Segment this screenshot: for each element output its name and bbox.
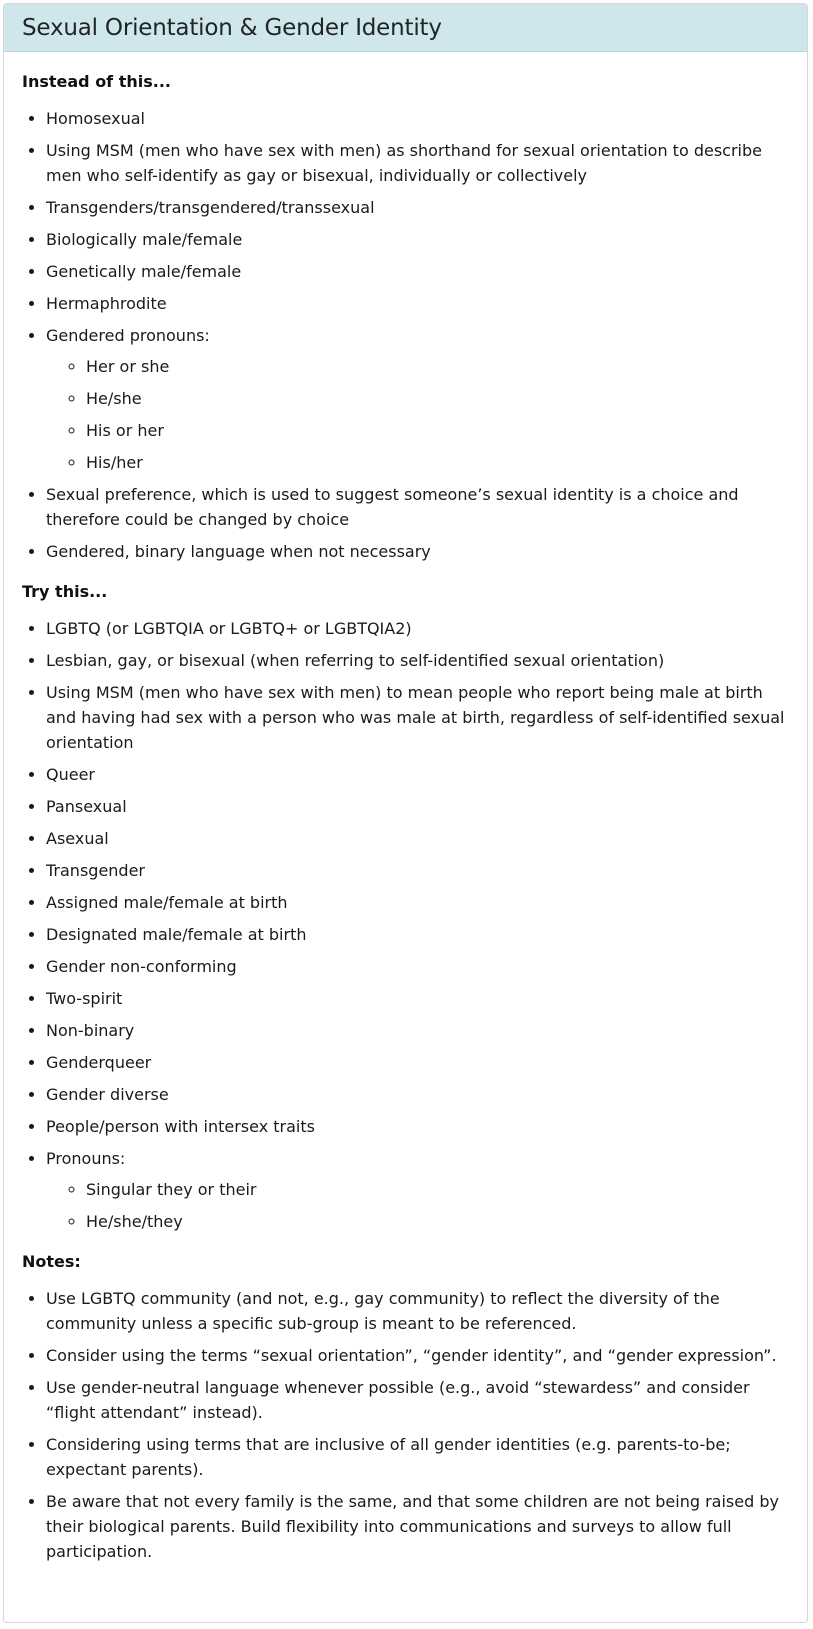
list-item: • Two-spirit xyxy=(46,986,789,1011)
list-item: • Queer xyxy=(46,762,789,787)
content-panel xyxy=(3,3,808,1623)
pronoun-sublist xyxy=(46,354,789,475)
sub-list-item: ◦ He/she xyxy=(86,386,789,411)
page-title: Sexual Orientation & Gender Identity xyxy=(22,14,442,41)
list-item: • Homosexual xyxy=(46,106,789,131)
list-item: • Biologically male/female xyxy=(46,227,789,252)
list-item: • Assigned male/female at birth xyxy=(46,890,789,915)
sub-list-item: ◦ He/she/they xyxy=(86,1209,789,1234)
list-item: • Be aware that not every family is the same, and that some children are not being raised by their biological parents. Build flexibility into communications and surveys to allow full participation. xyxy=(46,1489,789,1564)
sub-list-item: ◦ His or her xyxy=(86,418,789,443)
section-heading-try: Try this... xyxy=(22,582,108,601)
list-item: • Sexual preference, which is used to suggest someone’s sexual identity is a choice and therefore could be changed by choice xyxy=(46,482,789,532)
list-item: • Hermaphrodite xyxy=(46,291,789,316)
sub-list-item: ◦ Singular they or their xyxy=(86,1177,789,1202)
list-item: • Using MSM (men who have sex with men) to mean people who report being male at birth and having had sex with a person who was male at birth, regardless of self-identified sexual orientation xyxy=(46,680,789,755)
list-item: • Designated male/female at birth xyxy=(46,922,789,947)
list-item: • Use gender-neutral language whenever possible (e.g., avoid “stewardess” and consider “flight attendant” instead). xyxy=(46,1375,789,1425)
try-list xyxy=(22,616,789,1234)
panel-body xyxy=(4,52,807,1564)
list-item: • Genderqueer xyxy=(46,1050,789,1075)
list-item: • Pansexual xyxy=(46,794,789,819)
section-try xyxy=(22,582,789,1234)
list-item: • Asexual xyxy=(46,826,789,851)
pronoun-sublist xyxy=(46,1177,789,1234)
list-item: • LGBTQ (or LGBTQIA or LGBTQ+ or LGBTQIA2) xyxy=(46,616,789,641)
list-item: • Gender diverse xyxy=(46,1082,789,1107)
list-item: • Gender non-conforming xyxy=(46,954,789,979)
list-item-label: Gendered pronouns: xyxy=(46,326,210,345)
list-item: • Using MSM (men who have sex with men) as shorthand for sexual orientation to describe men who self-identify as gay or bisexual, individually or collectively xyxy=(46,138,789,188)
list-item: • Considering using terms that are inclusive of all gender identities (e.g. parents-to-be; expectant parents). xyxy=(46,1432,789,1482)
list-item: • Genetically male/female xyxy=(46,259,789,284)
section-heading-notes: Notes: xyxy=(22,1252,81,1271)
list-item: • People/person with intersex traits xyxy=(46,1114,789,1139)
sub-list-item: ◦ Her or she xyxy=(86,354,789,379)
sub-list-item: ◦ His/her xyxy=(86,450,789,475)
list-item-pronouns xyxy=(46,1146,789,1234)
list-item-gendered-pronouns xyxy=(46,323,789,475)
instead-list xyxy=(22,106,789,564)
list-item: • Transgender xyxy=(46,858,789,883)
notes-list xyxy=(22,1286,789,1564)
section-notes xyxy=(22,1252,789,1564)
list-item: • Consider using the terms “sexual orientation”, “gender identity”, and “gender expression”. xyxy=(46,1343,789,1368)
list-item: • Transgenders/transgendered/transsexual xyxy=(46,195,789,220)
list-item: • Gendered, binary language when not necessary xyxy=(46,539,789,564)
section-heading-instead: Instead of this... xyxy=(22,72,171,91)
panel-header xyxy=(4,4,807,52)
list-item: • Non-binary xyxy=(46,1018,789,1043)
list-item: • Lesbian, gay, or bisexual (when referring to self-identified sexual orientation) xyxy=(46,648,789,673)
section-instead xyxy=(22,72,789,564)
list-item: • Use LGBTQ community (and not, e.g., gay community) to reflect the diversity of the community unless a specific sub-group is meant to be referenced. xyxy=(46,1286,789,1336)
list-item-label: Pronouns: xyxy=(46,1149,126,1168)
